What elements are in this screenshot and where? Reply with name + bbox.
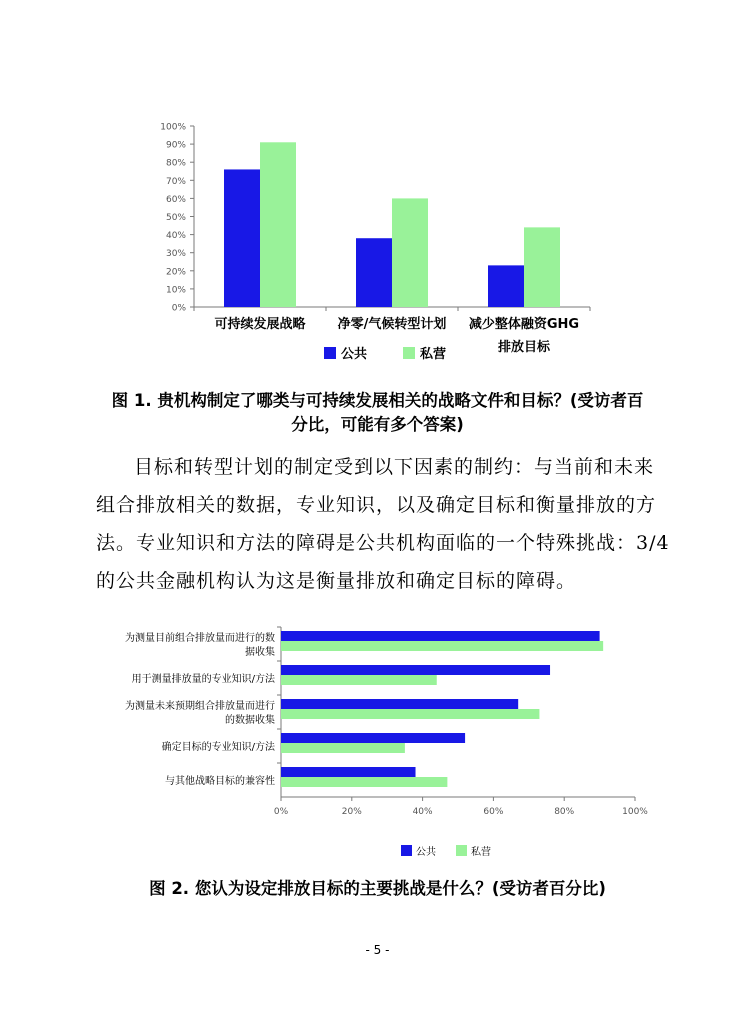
fig2-bar <box>281 709 539 719</box>
fig2-legend-label: 公共 <box>416 847 436 858</box>
fig2-x-tick-label: 40% <box>412 807 433 817</box>
fig1-y-tick-label: 80% <box>165 158 186 169</box>
fig1-y-tick-label: 60% <box>165 194 186 205</box>
fig1-category-label: 净零/气候转型计划 <box>337 317 447 332</box>
paragraph-line-1: 目标和转型计划的制定受到以下因素的制约：与当前和未来 <box>134 456 655 478</box>
figure-1-caption-line-1: 图 1. 贵机构制定了哪类与可持续发展相关的战略文件和目标？(受访者百 <box>111 391 644 410</box>
fig2-x-tick-label: 20% <box>341 807 362 817</box>
fig1-y-tick-label: 10% <box>165 285 186 296</box>
fig2-legend-swatch <box>401 845 412 856</box>
fig2-legend-label: 私营 <box>471 847 491 858</box>
fig1-legend-swatch <box>324 347 336 359</box>
fig1-y-tick-label: 90% <box>165 140 186 151</box>
body-paragraph <box>96 448 670 600</box>
fig2-bar <box>281 641 603 651</box>
fig2-x-tick-label: 80% <box>554 807 575 817</box>
fig2-bar <box>281 675 437 685</box>
fig1-category-label: 可持续发展战略 <box>214 317 306 332</box>
figure-1-caption-line-2: 分比，可能有多个答案) <box>291 415 464 434</box>
fig1-legend-label: 私营 <box>420 347 447 362</box>
fig2-category-label: 为测量未来预期组合排放量而进行 <box>125 701 275 712</box>
fig1-y-tick-label: 0% <box>171 303 186 314</box>
fig1-y-tick-label: 30% <box>165 249 186 260</box>
fig2-x-tick-label: 0% <box>273 807 289 817</box>
figure-2-caption: 图 2. 您认为设定排放目标的主要挑战是什么？(受访者百分比) <box>149 879 606 898</box>
fig1-y-tick-label: 50% <box>165 213 186 223</box>
paragraph-line-4: 的公共金融机构认为这是衡量排放和确定目标的障碍。 <box>96 570 577 592</box>
fig1-bar <box>224 169 260 307</box>
fig2-bar <box>281 733 465 743</box>
fig1-y-tick-label: 40% <box>165 231 186 242</box>
fig2-bar <box>281 767 416 777</box>
fig2-category-label: 与其他战略目标的兼容性 <box>165 776 275 787</box>
fig1-bar <box>260 142 296 307</box>
fig1-bar <box>356 238 392 307</box>
figure-1-caption <box>60 389 695 437</box>
fig2-category-label: 为测量目前组合排放量而进行的数 <box>125 633 275 644</box>
fig2-bar <box>281 777 447 787</box>
fig2-bar <box>281 665 550 675</box>
fig2-bar <box>281 631 600 641</box>
fig1-category-label: 排放目标 <box>497 340 551 355</box>
fig2-category-label: 确定目标的专业知识/方法 <box>161 742 275 753</box>
fig1-y-tick-label: 20% <box>165 267 186 278</box>
fig2-category-label: 用于测量排放量的专业知识/方法 <box>131 674 275 685</box>
fig1-category-label: 减少整体融资GHG <box>468 317 580 332</box>
fig2-bar <box>281 743 405 753</box>
page-number: - 5 - <box>365 943 390 957</box>
fig2-legend-swatch <box>456 845 467 856</box>
paragraph-line-2: 组合排放相关的数据，专业知识，以及确定目标和衡量排放的方 <box>96 494 657 516</box>
fig1-legend-swatch <box>403 347 415 359</box>
fig1-legend-label: 公共 <box>341 347 368 362</box>
paragraph-line-3: 法。专业知识和方法的障碍是公共机构面临的一个特殊挑战：3/4 <box>96 532 670 554</box>
fig1-bar <box>524 227 560 307</box>
fig1-y-tick-label: 100% <box>160 122 186 133</box>
fig2-category-label: 据收集 <box>245 647 275 658</box>
fig1-y-tick-label: 70% <box>165 176 186 187</box>
fig2-bar <box>281 699 518 709</box>
fig2-category-label: 的数据收集 <box>225 715 275 726</box>
fig2-x-tick-label: 60% <box>483 807 504 817</box>
fig1-bar <box>392 198 428 307</box>
fig1-bar <box>488 265 524 307</box>
fig2-x-tick-label: 100% <box>622 807 648 817</box>
